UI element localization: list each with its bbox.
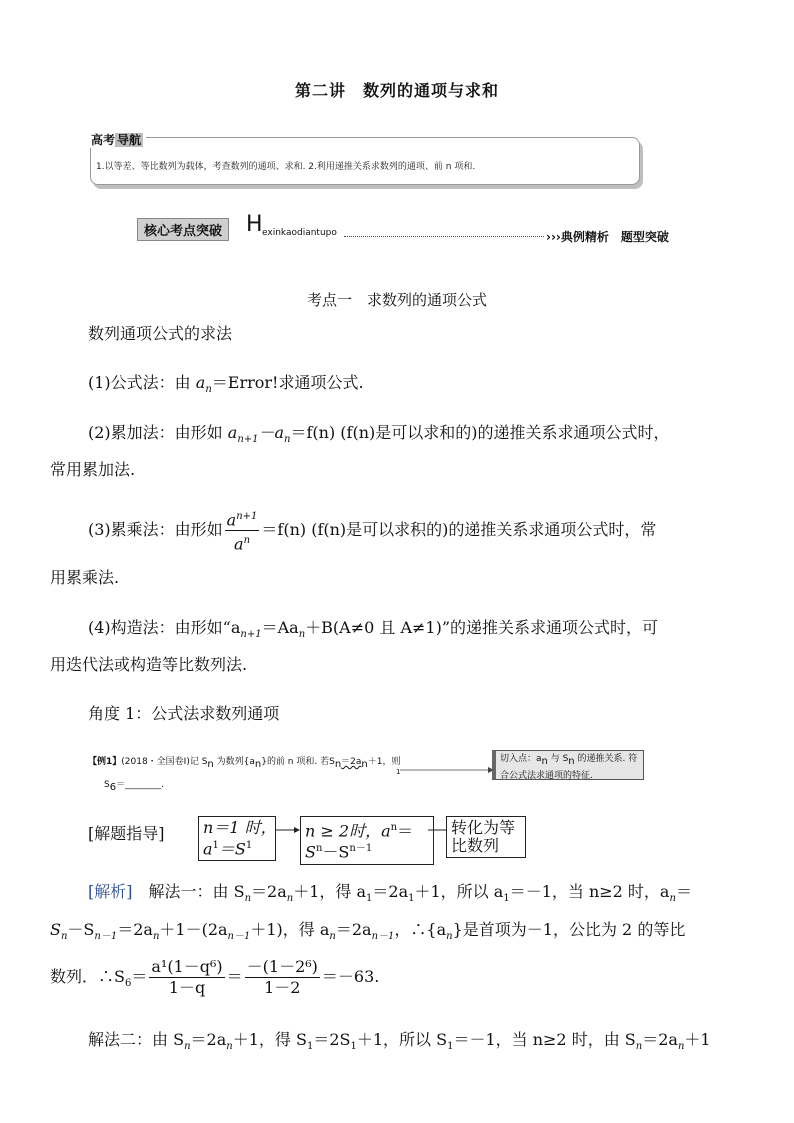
- g2-l1b: ＝: [397, 821, 414, 841]
- methods-heading: 数列通项公式的求法: [88, 324, 233, 343]
- solution-line-2: [50, 919, 685, 948]
- m4-sub: n+1: [240, 629, 262, 641]
- m2-pre: (2)累加法：由形如: [88, 423, 228, 442]
- ex-s1: n: [207, 758, 214, 770]
- method-construct-line2: 用迭代法或构造等比数列法.: [50, 655, 248, 674]
- s4e: ＋1，所以 S: [356, 1030, 448, 1049]
- method-formula: [88, 372, 364, 401]
- m2-expr: a: [227, 423, 238, 442]
- solution-line-1: [88, 881, 692, 910]
- m3-fraction: [225, 507, 260, 555]
- ex-t3: }的前 n 项和. 若S: [261, 757, 335, 767]
- s2b: －S: [67, 920, 95, 939]
- s2g: ，∴{a: [394, 920, 447, 939]
- guide-box-2: [300, 816, 434, 865]
- example-arrow: [400, 762, 494, 776]
- guide-label: [解题指导]: [88, 824, 165, 843]
- s2d: ＋1－(2a: [159, 920, 228, 939]
- m1-pre: (1)公式法：由: [88, 373, 196, 392]
- s2f: ＝2a: [335, 920, 372, 939]
- s1g: ＝: [675, 882, 692, 901]
- sum-fraction-2: [245, 957, 320, 998]
- m3-num: a: [226, 510, 237, 529]
- guide-arrow-1: [276, 824, 300, 836]
- s2a: S: [50, 920, 61, 939]
- m1-var: a: [195, 373, 206, 392]
- gaokao-tab-b: 导航: [117, 133, 142, 147]
- ex-t5: ＋1，则: [367, 757, 401, 767]
- m3-den-sup: n: [243, 535, 251, 546]
- m2-post: ＝f(n) (f(n)是可以求和的)的递推关系求通项公式时，: [290, 423, 670, 442]
- s1s2: n: [286, 893, 294, 905]
- s1s1: n: [244, 893, 252, 905]
- s4s1: n: [184, 1041, 191, 1053]
- gaokao-guide-tab: [90, 131, 146, 148]
- g2-l2b: －S: [322, 842, 350, 862]
- s3pre: 数列．∴S: [50, 967, 125, 986]
- s4g: ＝2a: [642, 1030, 678, 1049]
- g2-l1: n ≥ 2时，a: [305, 821, 391, 841]
- g1-l2b: ＝S: [218, 839, 246, 859]
- s4h: ＋1: [684, 1030, 711, 1049]
- m4-post: ＋B(A≠0 且 A≠1)”的递推关系求通项公式时，可: [305, 618, 659, 637]
- s4c: ＋1，得 S: [232, 1030, 307, 1049]
- method-multiply-line2: 用累乘法.: [50, 568, 120, 587]
- s2s5: n: [329, 931, 336, 943]
- s2s6: n－1: [371, 931, 395, 943]
- angle-heading: 角度 1：公式法求数列通项: [88, 704, 280, 723]
- g2-l2-sub2: n－1: [349, 843, 373, 855]
- m2-sub1: n+1: [237, 434, 259, 446]
- example-note-number: 1: [396, 768, 401, 776]
- side-a: 切入点：a: [500, 754, 542, 764]
- s1e: ＋1，所以 a: [414, 882, 504, 901]
- section-title: 考点一 求数列的通项公式: [306, 291, 487, 309]
- s3eq2: ＝: [226, 967, 243, 986]
- s4a: 解法二：由 S: [88, 1030, 185, 1049]
- gaokao-tab-a: 高考: [91, 133, 116, 147]
- s4s3: 1: [306, 1041, 314, 1053]
- side-line2: 合公式法求通项的特征.: [500, 770, 593, 781]
- entry-point-note: [492, 750, 644, 780]
- g1-l2-sub: 1: [212, 840, 219, 851]
- banner-divider: [344, 236, 544, 237]
- example-1: [88, 754, 400, 770]
- s4f: ＝－1，当 n≥2 时，由 S: [453, 1030, 636, 1049]
- g2-l2: S: [305, 842, 316, 862]
- s3sub: 6: [124, 978, 132, 990]
- frac2-num: －(1－2⁶): [246, 957, 318, 976]
- gaokao-guide-text: 1.以等差、等比数列为载体，考查数列的通项、求和. 2.利用递推关系求数列的通项、前 n 项和.: [96, 162, 476, 172]
- s2s4: n－1: [227, 931, 251, 943]
- s4s7: n: [677, 1041, 685, 1053]
- s4s5: 1: [447, 1041, 454, 1053]
- m1-sub: n: [205, 384, 212, 396]
- s4s4: 1: [350, 1041, 357, 1053]
- ex-t1: (2018・全国卷Ⅰ)记 S: [121, 757, 208, 767]
- side-s2: n: [568, 755, 575, 767]
- g1-l1: n＝1 时，: [203, 818, 277, 837]
- banner-letter-h: H: [246, 212, 263, 237]
- method-accumulate-line2: 常用累加法.: [50, 460, 136, 479]
- m2-sub2: n: [284, 434, 291, 446]
- sum-fraction-1: [149, 957, 224, 998]
- s4b: ＝2a: [190, 1030, 227, 1049]
- g1-l2-sub2: 1: [245, 840, 253, 851]
- s2h: }是首项为－1，公比为 2 的等比: [452, 920, 686, 939]
- frac1-num: a¹(1－q⁶): [151, 957, 223, 976]
- solution-label: [解析]: [88, 882, 133, 901]
- s4s2: n: [226, 1041, 233, 1053]
- ex-s2: n: [254, 758, 262, 770]
- s1c: ＋1，得 a: [293, 882, 367, 901]
- banner-pinyin: exinkaodiantupo: [262, 228, 337, 238]
- m4-l1: (4)构造法：由形如“a: [88, 618, 241, 637]
- g2-l2-sub: n: [315, 843, 323, 855]
- ex-t2: 为数列{a: [213, 757, 255, 767]
- frac2-den: 1－2: [264, 978, 301, 997]
- m3-post: ＝f(n) (f(n)是可以求积的)的递推关系求通项公式时，常: [261, 520, 657, 539]
- m2-mid: －a: [258, 423, 285, 442]
- ex-l2b: ＝________.: [116, 780, 164, 790]
- s1s5: 1: [503, 893, 510, 905]
- m3-den: a: [234, 534, 244, 554]
- m1-post: ＝Error!求通项公式.: [211, 373, 364, 392]
- side-b: 与 S: [547, 754, 569, 764]
- solution-line-4: [88, 1029, 711, 1058]
- guide-box-3: [446, 816, 526, 858]
- m4-sub2: n: [298, 629, 306, 641]
- m3-num-sup: n+1: [236, 510, 258, 522]
- guide-box-1: [198, 816, 276, 861]
- s1a: 解法一：由 S: [132, 882, 245, 901]
- side-s1: n: [541, 755, 548, 767]
- ex-s3: n: [334, 758, 342, 770]
- s4s6: n: [635, 1041, 643, 1053]
- s2s1: n: [60, 931, 68, 943]
- method-accumulate: [88, 422, 670, 451]
- g1-l2: a: [203, 839, 213, 859]
- frac1-den: 1－q: [168, 978, 206, 997]
- g3-l1: 转化为等: [451, 818, 516, 837]
- banner-right-label: ›››典例精析 题型突破: [546, 230, 669, 244]
- s2s2: n－1: [94, 931, 118, 943]
- s2e: ＋1)，得 a: [250, 920, 330, 939]
- ex-l2: S: [104, 780, 110, 790]
- ex-s5: 6: [109, 781, 117, 793]
- method-multiply: [88, 506, 656, 554]
- m4-mid: ＝Aa: [261, 618, 299, 637]
- s2s7: n: [446, 931, 453, 943]
- s2c: ＝2a: [117, 920, 153, 939]
- s1s3: 1: [366, 893, 373, 905]
- ex-t4: ＝2a: [341, 757, 362, 767]
- s1d: ＝2a: [372, 882, 409, 901]
- s4d: ＝2S: [313, 1030, 351, 1049]
- m3-pre: (3)累乘法：由形如: [88, 520, 223, 539]
- s1s4: 1: [408, 893, 415, 905]
- example-answer-line: [104, 777, 164, 793]
- solution-line-3: [50, 952, 379, 1002]
- method-construct: [88, 617, 658, 646]
- g2-l1-sub: n: [390, 822, 398, 833]
- s3post: ＝－63.: [321, 967, 380, 986]
- core-points-banner: 核心考点突破: [137, 218, 229, 241]
- s1f: ＝－1，当 n≥2 时，a: [509, 882, 670, 901]
- side-c: 的递推关系. 符: [574, 754, 638, 764]
- example-label: 【例1】: [88, 757, 122, 767]
- s1b: ＝2a: [251, 882, 287, 901]
- ex-s4: n: [361, 758, 368, 770]
- s3eq: ＝: [131, 967, 148, 986]
- s1s6: n: [669, 893, 676, 905]
- page-title: 第二讲 数列的通项与求和: [294, 81, 499, 100]
- g3-l2: 比数列: [451, 836, 500, 855]
- s2s3: n: [152, 931, 160, 943]
